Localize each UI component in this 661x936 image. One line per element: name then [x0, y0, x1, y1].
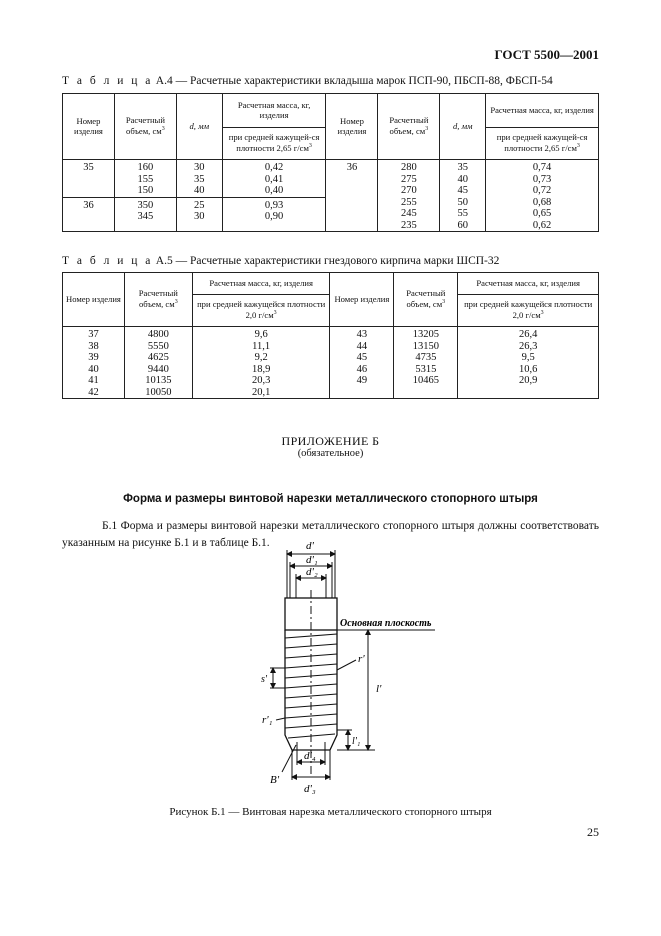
col-mass-header: Расчетная масса, кг, изделия [222, 94, 326, 128]
table-cell: 26,4 26,3 9,5 10,6 20,9 [458, 327, 599, 399]
table-cell: 25 30 [176, 197, 222, 231]
table-label: Т а б л и ц а [62, 255, 153, 267]
col-volume-header: Расчетный объем, $см^3$ [378, 94, 440, 160]
appendix-subtitle: (обязательное) [297, 448, 364, 459]
table-cell: 37 38 39 40 41 42 [63, 327, 125, 399]
document-header: ГОСТ 5500—2001 [494, 47, 599, 62]
table-cell: 43 44 45 46 49 [330, 327, 394, 399]
table-cell: 0,93 0,90 [222, 197, 326, 231]
base-plane-label: Основная плоскость [340, 618, 432, 629]
dim-d1-label: d'₁ [306, 554, 318, 566]
table-cell: 36 [63, 197, 115, 231]
paragraph: Б.1 Форма и размеры винтовой нарезки металлического стопорного штыря должны соответствовать указанным на рисунке Б.1 и в таблице Б.1. [62, 520, 599, 549]
table-cell: 30 35 40 [176, 160, 222, 198]
appendix-title: ПРИЛОЖЕНИЕ Б [281, 434, 380, 448]
table-cell: 350 345 [114, 197, 176, 231]
table-label: Т а б л и ц а [62, 75, 153, 87]
col-d-header: d, мм [176, 94, 222, 160]
col-number-header: Номер изделия [63, 273, 125, 327]
table-a4 [62, 93, 599, 232]
col-volume-header: Расчетный объем, $см^3$ [124, 273, 192, 327]
table-cell: 36 [326, 160, 378, 232]
dim-d2-label: d'₂ [306, 566, 318, 578]
thread-drawing [240, 540, 480, 798]
table-a4-caption [62, 75, 553, 87]
col-number-header: Номер изделия [63, 94, 115, 160]
col-mass-header: Расчетная масса, кг, изделия [486, 94, 599, 128]
dim-d4-label: d'₄ [304, 750, 316, 762]
col-mass-subheader: при средней кажущейся плотности 2,0 $г/см^3$ [458, 295, 599, 327]
table-cell: 35 40 45 50 55 60 [440, 160, 486, 232]
table-a5-caption [62, 255, 499, 267]
dim-s-label: s' [261, 674, 268, 685]
angle-b-label: B' [270, 774, 280, 786]
table-cell: 35 [63, 160, 115, 198]
table-cell: 280 275 270 255 245 235 [378, 160, 440, 232]
dim-l-label: l' [376, 683, 382, 695]
col-d-header: d, мм [440, 94, 486, 160]
col-volume-header: Расчетный объем, $см^3$ [394, 273, 458, 327]
page-number: 25 [587, 825, 599, 839]
col-mass-subheader: при средней кажущейся плотности 2,0 $г/см^3$ [192, 295, 330, 327]
table-a5 [62, 272, 599, 399]
table-cell: 160 155 150 [114, 160, 176, 198]
col-volume-header: Расчетный объем, $см^3$ [114, 94, 176, 160]
col-mass-header: Расчетная масса, кг, изделия [192, 273, 330, 295]
table-cell: 9,6 11,1 9,2 18,9 20,3 20,1 [192, 327, 330, 399]
table-cell: 13205 13150 4735 5315 10465 [394, 327, 458, 399]
dim-r-label: r' [358, 653, 365, 665]
table-cell: 0,42 0,41 0,40 [222, 160, 326, 198]
dim-l1-label: l'₁ [352, 736, 361, 747]
section-title: Форма и размеры винтовой нарезки металлического стопорного штыря [123, 493, 538, 505]
col-mass-subheader: при средней кажущей-ся плотности 2,65 $г/см^3$ [222, 128, 326, 160]
col-number-header: Номер изделия [326, 94, 378, 160]
table-a4-caption-text: А.4 — Расчетные характеристики вкладыша марок ПСП-90, ПБСП-88, ФБСП-54 [155, 75, 553, 87]
figure-caption: Рисунок Б.1 — Винтовая нарезка металлического стопорного штыря [169, 806, 492, 818]
col-number-header: Номер изделия [330, 273, 394, 327]
table-cell: 4800 5550 4625 9440 10135 10050 [124, 327, 192, 399]
dim-d-label: d' [306, 540, 314, 552]
table-a5-caption-text: А.5 — Расчетные характеристики гнездового кирпича марки ШСП-32 [155, 255, 500, 267]
dim-r1-label: r'₁ [262, 714, 273, 726]
dim-d3-label: d'₃ [304, 783, 316, 795]
col-mass-header: Расчетная масса, кг, изделия [458, 273, 599, 295]
col-mass-subheader: при средней кажущей-ся плотности 2,65 $г/см^3$ [486, 128, 599, 160]
table-cell: 0,74 0,73 0,72 0,68 0,65 0,62 [486, 160, 599, 232]
